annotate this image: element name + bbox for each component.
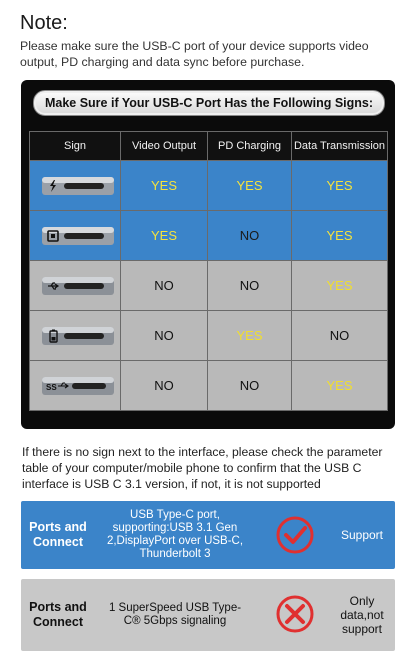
unsupported-box bbox=[21, 579, 395, 651]
header-data-transmission: Data Transmission bbox=[292, 132, 388, 161]
signs-panel bbox=[21, 80, 395, 429]
table-row bbox=[30, 211, 388, 261]
support-box bbox=[21, 501, 395, 569]
table-row bbox=[30, 161, 388, 211]
sign-cell bbox=[30, 211, 121, 261]
pd-charging-cell: NO bbox=[208, 261, 292, 311]
header-pd-charging: PD Charging bbox=[208, 132, 292, 161]
charging-port-icon bbox=[42, 325, 114, 347]
pd-charging-cell: NO bbox=[208, 361, 292, 411]
lightning-port-icon bbox=[42, 175, 114, 197]
displayport-port-icon bbox=[42, 225, 114, 247]
box-description: 1 SuperSpeed USB Type-C® 5Gbps signaling bbox=[108, 602, 242, 627]
pd-charging-cell: YES bbox=[208, 311, 292, 361]
ss-usb-port-icon bbox=[42, 375, 114, 397]
header-video-output: Video Output bbox=[121, 132, 208, 161]
table-header-row bbox=[30, 132, 388, 161]
data-transmission-cell: YES bbox=[292, 361, 388, 411]
data-transmission-cell: YES bbox=[292, 211, 388, 261]
data-transmission-cell: YES bbox=[292, 161, 388, 211]
sign-cell bbox=[30, 261, 121, 311]
video-output-cell: YES bbox=[121, 161, 208, 211]
header-sign: Sign bbox=[30, 132, 121, 161]
info-text: If there is no sign next to the interface, please check the parameter table of your computer/mobile phone to confirm that the USB C interface is USB C 3.1 version, if not, it is not supported bbox=[22, 445, 383, 491]
video-output-cell: NO bbox=[121, 261, 208, 311]
table-row bbox=[30, 361, 388, 411]
usb-port-icon bbox=[42, 275, 114, 297]
box-description: USB Type-C port, supporting:USB 3.1 Gen 2,DisplayPort over USB-C, Thunderbolt 3 bbox=[106, 509, 244, 560]
box-label: Ports and Connect bbox=[29, 520, 87, 549]
video-output-cell: NO bbox=[121, 361, 208, 411]
signs-table bbox=[29, 131, 388, 411]
sign-cell bbox=[30, 161, 121, 211]
x-circle-icon bbox=[275, 594, 315, 634]
svg-text:SS: SS bbox=[46, 382, 57, 392]
sign-cell bbox=[30, 361, 121, 411]
video-output-cell: NO bbox=[121, 311, 208, 361]
pd-charging-cell: NO bbox=[208, 211, 292, 261]
box-label: Ports and Connect bbox=[29, 600, 87, 629]
data-transmission-cell: YES bbox=[292, 261, 388, 311]
table-row bbox=[30, 311, 388, 361]
check-circle-icon bbox=[275, 515, 315, 555]
table-row bbox=[30, 261, 388, 311]
signs-banner: Make Sure if Your USB-C Port Has the Following Signs: bbox=[33, 90, 385, 116]
note-title: Note: bbox=[20, 12, 68, 34]
box-status: Only data,not support bbox=[340, 594, 384, 636]
pd-charging-cell: YES bbox=[208, 161, 292, 211]
video-output-cell: YES bbox=[121, 211, 208, 261]
data-transmission-cell: NO bbox=[292, 311, 388, 361]
box-status: Support bbox=[340, 528, 384, 542]
sign-cell bbox=[30, 311, 121, 361]
note-text: Please make sure the USB-C port of your device supports video output, PD charging and data sync before purchase. bbox=[20, 39, 369, 69]
